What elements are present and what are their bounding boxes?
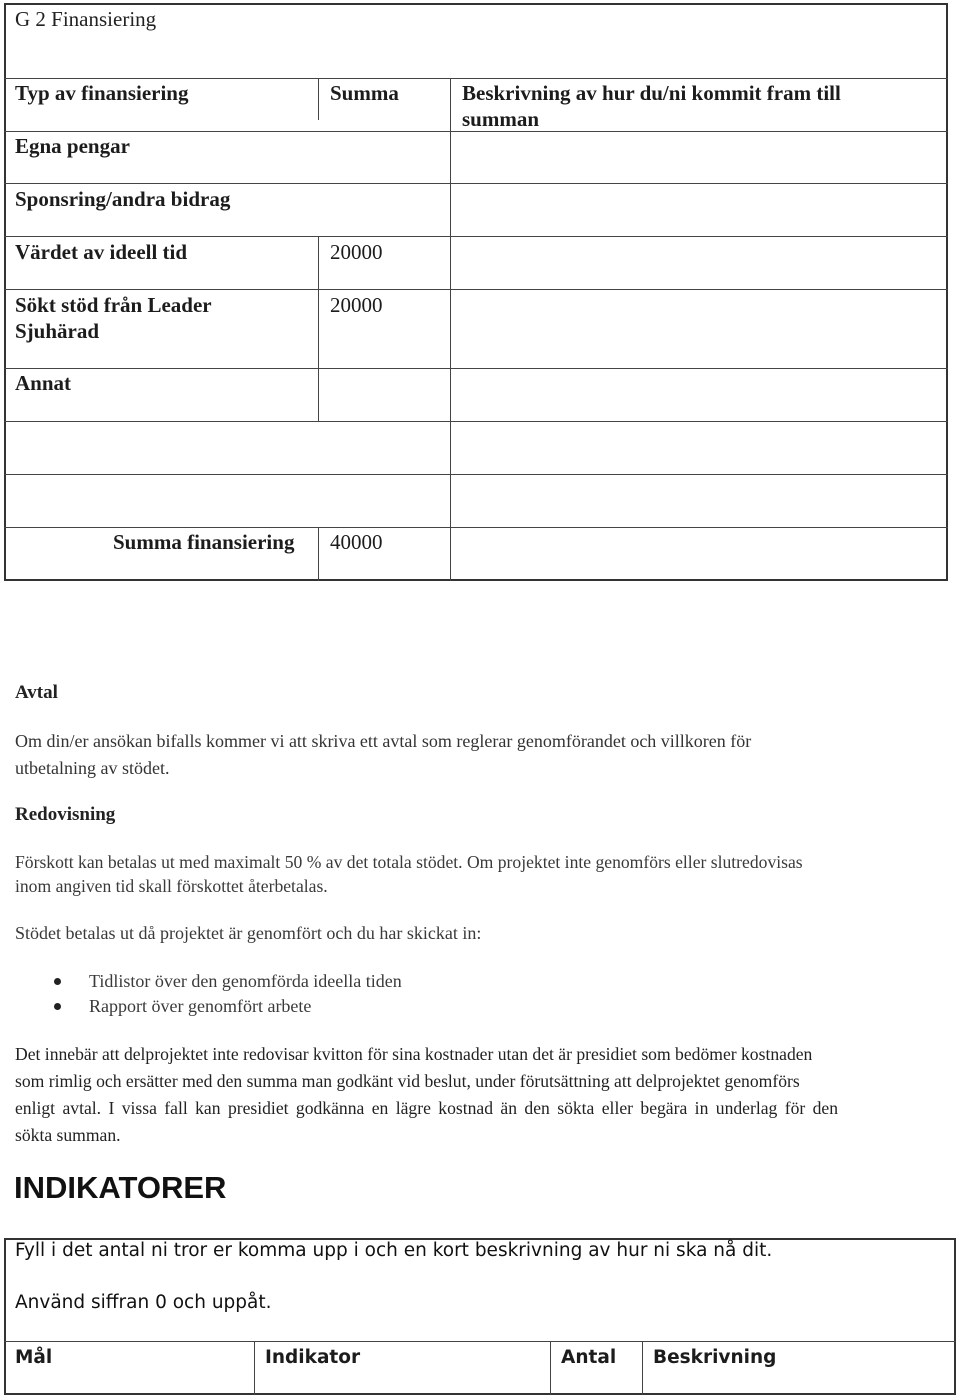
row-label-leader-cont: Sjuhärad — [15, 319, 100, 343]
redovisning-heading: Redovisning — [15, 804, 116, 825]
avtal-text-line1: Om din/er ansökan bifalls kommer vi att skriva ett avtal som reglerar genomförandet och villkoren för — [15, 731, 752, 751]
row-label-annat: Annat — [15, 371, 72, 395]
col-header-sum: Summa — [330, 81, 399, 105]
payment-text-line3: enligt avtal. I vissa fall kan presidiet godkänna en lägre kostnad än den sökta eller begära in underlag för den — [15, 1098, 839, 1118]
indikatorer-instruction1: Fyll i det antal ni tror er komma upp i och en kort beskrivning av hur ni ska nå dit. — [15, 1240, 773, 1261]
bullet-icon — [54, 1003, 61, 1010]
table-rule — [4, 474, 948, 475]
row-sum-leader: 20000 — [330, 293, 383, 317]
indikatorer-instruction2: Använd siffran 0 och uppåt. — [15, 1292, 272, 1313]
table-rule — [4, 289, 948, 290]
col-header-description: Beskrivning av hur du/ni kommit fram till — [462, 81, 841, 105]
table-rule — [4, 1341, 956, 1342]
section-title: G 2 Finansiering — [15, 7, 157, 31]
row-label-sponsring: Sponsring/andra bidrag — [15, 187, 231, 211]
row-label-leader: Sökt stöd från Leader — [15, 293, 212, 317]
indicator-table — [4, 1238, 956, 1395]
stodet-text: Stödet betalas ut då projektet är genomfört och du har skickat in: — [15, 923, 482, 943]
col-header-description-cont: summan — [462, 107, 540, 131]
table-col-rule — [450, 78, 451, 581]
table-col-rule — [550, 1341, 551, 1395]
table-rule — [4, 183, 948, 184]
table-rule — [4, 421, 948, 422]
payment-text-line2: som rimlig och ersätter med den summa man godkänt vid beslut, under förutsättning att delprojektet genomförs — [15, 1071, 800, 1091]
col-header-indikator: Indikator — [265, 1347, 361, 1368]
total-value: 40000 — [330, 530, 383, 554]
bullet-icon — [54, 978, 61, 985]
col-header-type: Typ av finansiering — [15, 81, 189, 105]
table-rule — [4, 78, 948, 79]
table-rule — [4, 527, 948, 528]
row-label-egna-pengar: Egna pengar — [15, 134, 130, 158]
total-label: Summa finansiering — [113, 530, 295, 554]
col-header-beskrivning: Beskrivning — [653, 1347, 777, 1368]
col-header-mal: Mål — [15, 1347, 53, 1368]
avtal-heading: Avtal — [15, 682, 58, 703]
table-rule — [4, 368, 948, 369]
row-label-ideell-tid: Värdet av ideell tid — [15, 240, 188, 264]
table-rule — [4, 236, 948, 237]
redovisning-text-line1: Förskott kan betalas ut med maximalt 50 % av det totala stödet. Om projektet inte genomförs eller slutredovisas — [15, 852, 803, 872]
avtal-text-line2: utbetalning av stödet. — [15, 758, 170, 778]
table-col-rule — [318, 527, 319, 581]
bullet-item-rapport: Rapport över genomfört arbete — [89, 996, 312, 1016]
row-sum-ideell-tid: 20000 — [330, 240, 383, 264]
bullet-item-tidlistor: Tidlistor över den genomförda ideella tiden — [89, 971, 402, 991]
table-col-rule — [318, 236, 319, 421]
col-header-antal: Antal — [561, 1347, 617, 1368]
redovisning-text-line2: inom angiven tid skall förskottet återbetalas. — [15, 876, 328, 896]
table-col-rule — [642, 1341, 643, 1395]
payment-text-line1: Det innebär att delprojektet inte redovisar kvitton för sina kostnader utan det är presidiet som bedömer kostnaden — [15, 1044, 813, 1064]
table-col-rule — [254, 1341, 255, 1395]
payment-text-line4: sökta summan. — [15, 1125, 121, 1145]
indikatorer-heading: INDIKATORER — [14, 1170, 227, 1205]
table-col-rule — [318, 78, 319, 120]
